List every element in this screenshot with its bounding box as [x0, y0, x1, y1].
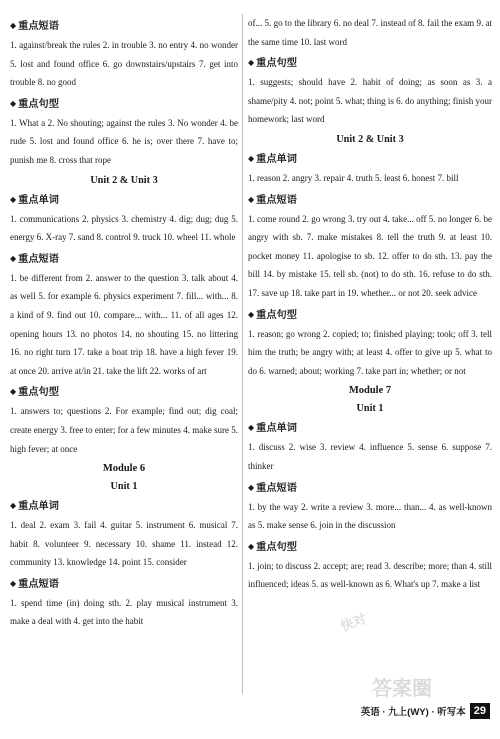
answer-paragraph: 1. spend time (in) doing sth. 2. play musical instrument 3. make a deal with 4. get into the habit [10, 597, 238, 627]
diamond-icon: ◆ [10, 387, 17, 397]
section-heading: ◆ 重点句型 [248, 58, 297, 70]
answer-paragraph: 1. reason 2. angry 3. repair 4. truth 5. least 6. honest 7. bill [248, 172, 459, 183]
section-heading: ◆ 重点单词 [10, 501, 59, 513]
page-footer [361, 702, 490, 720]
diamond-icon: ◆ [10, 21, 17, 30]
diamond-icon: ◆ [248, 309, 255, 319]
watermark-corner: 答案圈 [372, 678, 432, 700]
answer-paragraph: 1. suggests; should have 2. habit of doing; as soon as 3. a shame/pity 4. not; point 5. what; thing is 6. do anything; finish your homework; last word [248, 77, 492, 125]
answer-paragraph: 1. answers to; questions 2. For example; find out; dig coal; create energy 3. free to enter; for a few minutes 4. make sure 5. high fever; at once [10, 406, 238, 454]
watermark-mid: 快对 [338, 610, 369, 634]
diamond-icon: ◆ [248, 541, 255, 551]
right-column [248, 14, 492, 594]
section-heading: ◆ 重点短语 [248, 482, 297, 494]
page-number: 29 [470, 703, 490, 719]
answer-paragraph: 1. come round 2. go wrong 3. try out 4. take... off 5. no longer 6. be angry with sb. 7. make mistakes 8. tell the truth 9. at least 10. pocket money 11. apologise to sb. 12. offer to do sth. 13. pay the bill 14. by mistake 15. tell sb. (not) to do sth. 16. refuse to do sth. 17. save up 18. take part in 19. whether... or not 20. seek advice [248, 213, 492, 298]
section-heading: ◆ 重点短语 [10, 253, 59, 265]
section-heading: ◆ 重点句型 [10, 387, 59, 399]
column-divider [242, 14, 243, 694]
unit-heading: Unit 2 & Unit 3 [90, 174, 158, 186]
diamond-icon: ◆ [248, 423, 255, 433]
answer-paragraph: 1. by the way 2. write a review 3. more... than... 4. as well-known as 5. make sense 6. join in the discussion [248, 501, 492, 531]
diamond-icon: ◆ [10, 501, 17, 511]
module-heading: Module 7 [348, 385, 392, 397]
section-heading: ◆ 重点单词 [10, 194, 59, 206]
module-heading: Module 6 [102, 463, 146, 475]
diamond-icon: ◆ [248, 482, 255, 492]
left-column [10, 14, 238, 631]
diamond-icon: ◆ [10, 578, 17, 588]
unit-heading: Unit 1 [110, 481, 138, 493]
diamond-icon: ◆ [10, 194, 17, 204]
diamond-icon: ◆ [248, 194, 255, 204]
answer-paragraph: of... 5. go to the library 6. no deal 7. instead of 8. fail the exam 9. at the same time 10. last word [248, 18, 492, 47]
answer-paragraph: 1. join; to discuss 2. accept; are; read 3. describe; more; than 4. still influenced; ideas 5. as well-known as 6. What's up 7. make a list [248, 560, 492, 590]
diamond-icon: ◆ [248, 153, 255, 163]
answer-paragraph: 1. reason; go wrong 2. copied; to; finished playing; took; off 3. tell him the truth; be angry with; at least 4. offer to give up 5. what to do 6. warned; about; working 7. take part in; whether; or not [248, 328, 492, 376]
diamond-icon: ◆ [248, 58, 255, 68]
section-heading: ◆ 重点句型 [248, 541, 297, 553]
answer-paragraph: 1. discuss 2. wise 3. review 4. influence 5. sense 6. suppose 7. thinker [248, 442, 492, 471]
unit-heading: Unit 1 [356, 403, 384, 415]
section-heading: ◆ 重点单词 [248, 153, 297, 165]
section-heading: ◆ 重点短语 [10, 578, 59, 590]
diamond-icon: ◆ [10, 98, 17, 108]
unit-heading: Unit 2 & Unit 3 [336, 133, 404, 145]
section-heading: ◆ 重点句型 [248, 309, 297, 321]
section-heading: ◆ 重点短语 [248, 194, 297, 206]
answer-paragraph: 1. communications 2. physics 3. chemistry 4. dig; dug; dug 5. energy 6. X-ray 7. sand 8. control 9. truck 10. wheel 11. whole [10, 213, 238, 243]
section-heading: ◆ 重点单词 [248, 423, 297, 435]
answer-paragraph: 1. be different from 2. answer to the question 3. talk about 4. as well 5. for example 6. physics experiment 7. fill... with... 8. a kind of 9. find out 10. compare... with... 11. of all ages 12. opening hours 13. no photos 14. no shouting 15. no littering 16. no right turn 17. take a boat trip 18. have a high fever 19. at once 20. arrive at/in 21. take the lift 22. works of art [10, 272, 238, 376]
section-heading: ◆ 重点短语 [10, 21, 59, 32]
answer-paragraph: 1. against/break the rules 2. in trouble 3. no entry 4. no wonder 5. lost and found office 6. go downstairs/upstairs 7. get into trouble 8. no good [10, 40, 238, 88]
answer-paragraph: 1. deal 2. exam 3. fail 4. guitar 5. instrument 6. musical 7. habit 8. volunteer 9. necessary 10. shame 11. instead 12. community 13. knowledge 14. point 15. consider [10, 520, 238, 568]
diamond-icon: ◆ [10, 253, 17, 263]
footer-label: 英语 · 九上(WY) · 听写本 [360, 707, 466, 718]
answer-paragraph: 1. What a 2. No shouting; against the rules 3. No wonder 4. be rude 5. lost and found office 6. he is; over there 7. have to; punish me 8. cross that rope [10, 117, 238, 165]
section-heading: ◆ 重点句型 [10, 98, 59, 110]
